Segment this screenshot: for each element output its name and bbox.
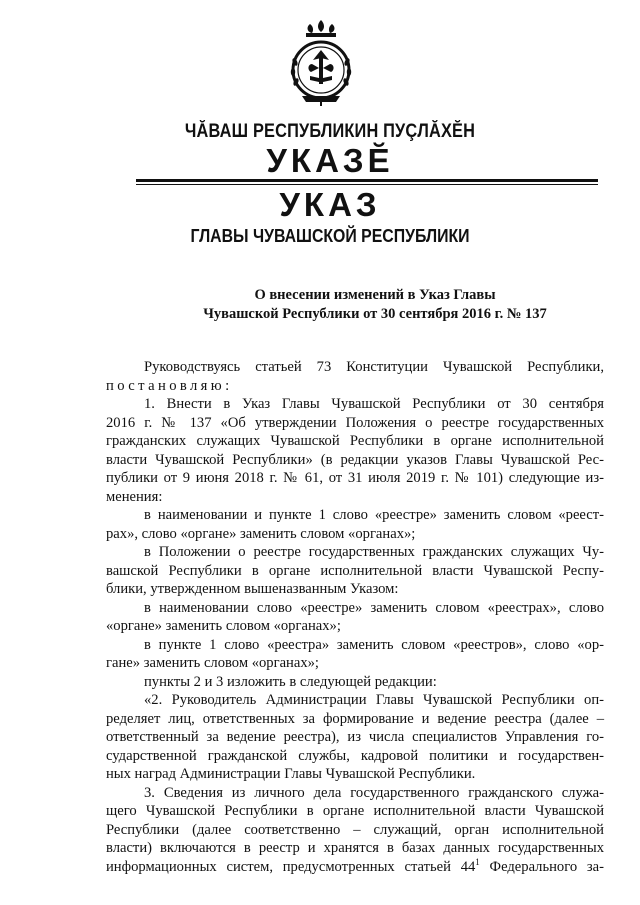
russian-ukaz-heading: УКАЗ bbox=[279, 186, 381, 223]
body-line bbox=[106, 858, 604, 877]
body-line: Республики (далее соответственно – служащий, орган исполнительной bbox=[106, 821, 604, 838]
body-line: гане» заменить словом «органах»; bbox=[106, 655, 319, 671]
body-line: ных наград Администрации Главы Чувашской Республики. bbox=[106, 766, 476, 782]
body-line: в наименовании и пункте 1 слово «реестре» заменить словом «реест- bbox=[144, 507, 604, 523]
body-line: сударственной гражданской службы, кадровой политики и государствен- bbox=[106, 747, 604, 764]
body-line: вашской Республики в органе исполнительной власти Чувашской Респу- bbox=[106, 562, 604, 579]
header-divider-thin bbox=[136, 184, 598, 185]
body-line: блики, утвержденном вышеназванным Указом: bbox=[106, 581, 399, 597]
body-line: рах», слово «органе» заменить словом «органах»; bbox=[106, 525, 416, 542]
body-line: «органе» заменить словом «органах»; bbox=[106, 618, 341, 634]
body-line: ответственный за ведение реестра), из числа специалистов Управления го- bbox=[106, 729, 604, 745]
body-line: публики от 9 июня 2018 г. № 61, от 31 июля 2019 г. № 101) следующие из- bbox=[106, 470, 604, 486]
document-title-line: Чувашской Республики от 30 сентября 2016 г. № 137 bbox=[203, 306, 547, 322]
body-line: щего Чувашской Республики в органе исполнительной власти Чувашской bbox=[106, 803, 604, 819]
body-line: менения: bbox=[106, 488, 163, 505]
body-line: 2016 г. № 137 «Об утверждении Положения о реестре государственных bbox=[106, 414, 604, 431]
body-line: ределяет лиц, ответственных за формирование и ведение реестра (далее – bbox=[106, 710, 604, 727]
body-line: власти) включаются в реестр и хранятся в базах данных государственных bbox=[106, 840, 604, 856]
body-line: 1. Внести в Указ Главы Чувашской Республики от 30 сентября bbox=[144, 396, 604, 412]
body-line: в пункте 1 слово «реестра» заменить словом «реестров», слово «ор- bbox=[144, 636, 604, 653]
body-line-text: Федерального за- bbox=[479, 858, 605, 875]
chuvash-ukaz-heading: УКАЗĔ bbox=[266, 142, 394, 179]
document-title-line: О внесении изменений в Указ Главы bbox=[254, 287, 496, 303]
chuvash-republic-heading: ЧĂВАШ РЕСПУБЛИКИН ПУÇЛĂХĔН bbox=[184, 121, 476, 142]
body-line: власти Чувашской Республики» (в редакции указов Главы Чувашской Рес- bbox=[106, 451, 604, 468]
body-line: постановляю: bbox=[106, 377, 233, 394]
body-line: в наименовании слово «реестре» заменить словом «реестрах», слово bbox=[144, 599, 604, 616]
russian-head-subheading: ГЛАВЫ ЧУВАШСКОЙ РЕСПУБЛИКИ bbox=[190, 226, 470, 246]
document-title bbox=[140, 286, 610, 324]
body-line: в Положении о реестре государственных гражданских служащих Чу- bbox=[144, 544, 604, 560]
header-divider-thick bbox=[136, 179, 598, 182]
body-line: «2. Руководитель Администрации Главы Чувашской Республики оп- bbox=[144, 692, 604, 708]
superscript-article-number: 1 bbox=[475, 856, 480, 867]
document-body bbox=[106, 358, 604, 876]
body-line-text: информационных систем, предусмотренных статьей 44 bbox=[106, 858, 476, 875]
body-line: пункты 2 и 3 изложить в следующей редакции: bbox=[144, 673, 437, 690]
chuvash-coat-of-arms-emblem bbox=[288, 18, 354, 108]
body-line: 3. Сведения из личного дела государственного гражданского служа- bbox=[144, 784, 604, 801]
body-line: гражданских служащих Чувашской Республики в органе исполнительной bbox=[106, 433, 604, 449]
body-line: Руководствуясь статьей 73 Конституции Чувашской Республики, bbox=[144, 359, 604, 375]
